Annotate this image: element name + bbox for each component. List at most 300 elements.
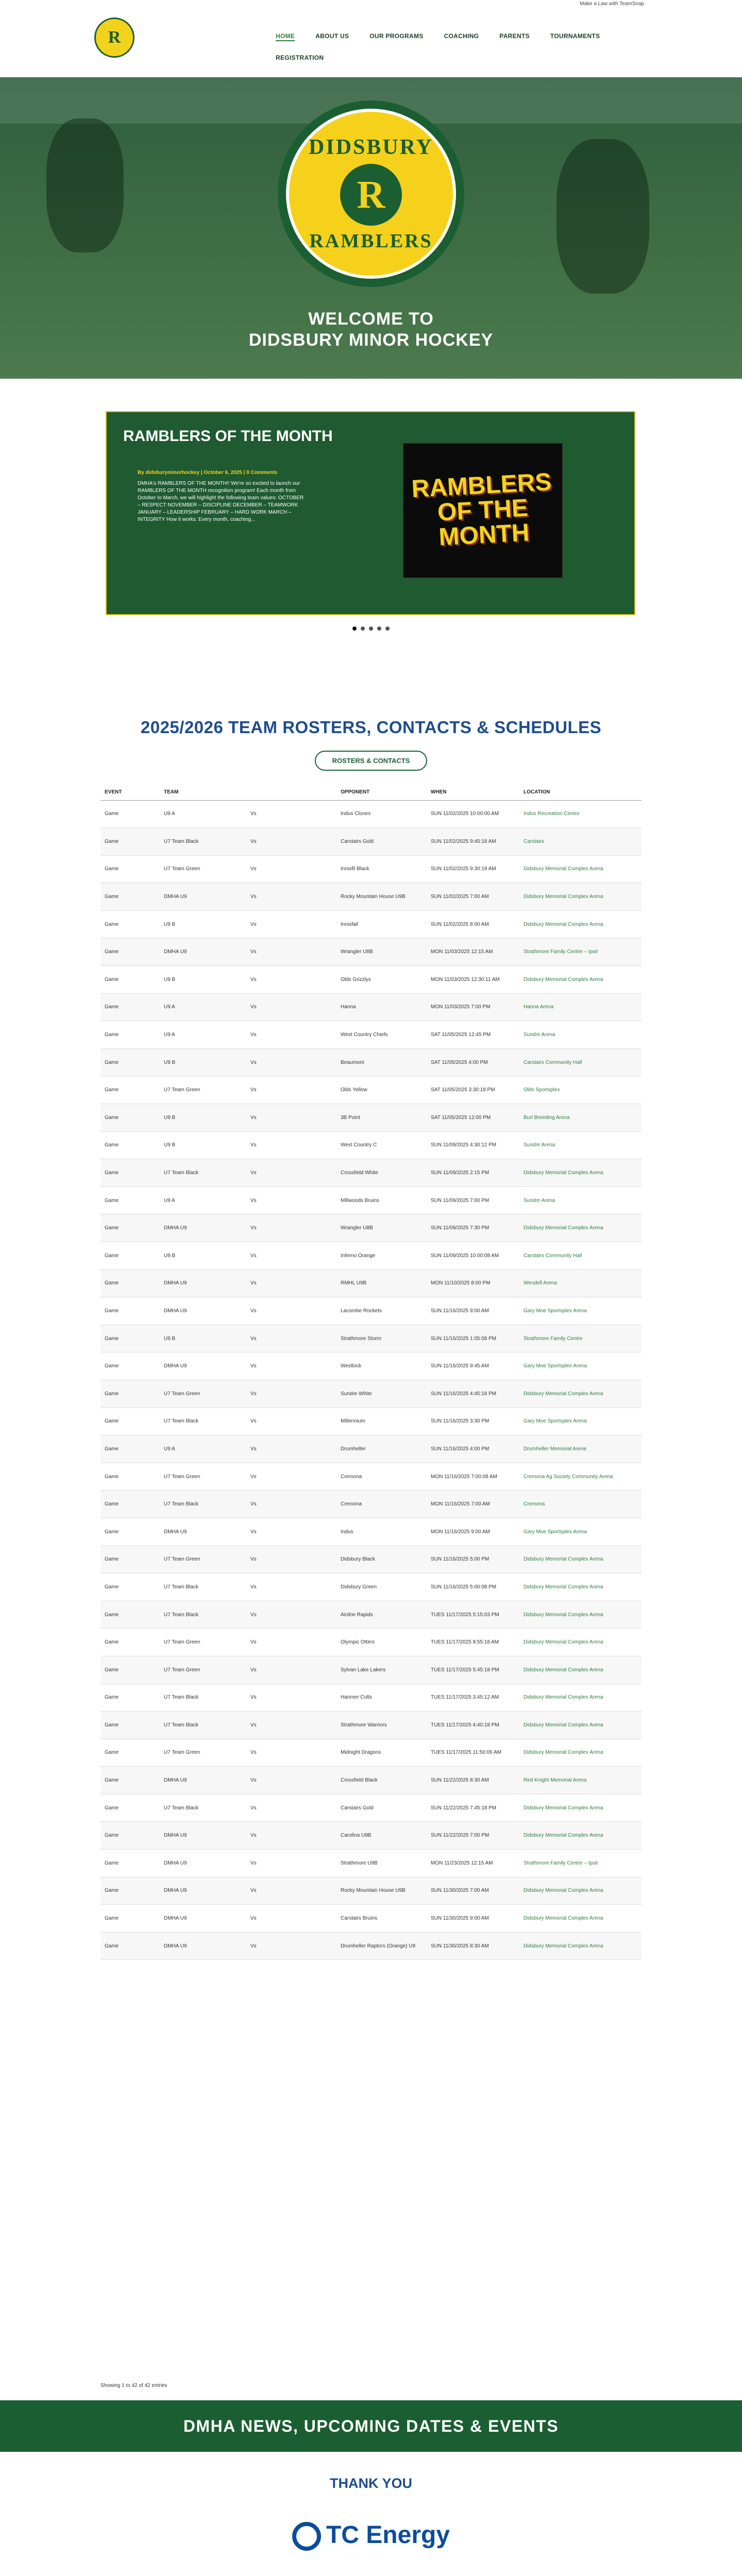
cell-when: SUN 11/09/2025 4:30:12 PM [427,1131,519,1159]
cell-vs: Vs [246,938,336,966]
cell-team: DMHA U9 [160,1518,246,1546]
roster-section [0,667,742,2400]
tc-energy-logo: TC Energy [0,2521,742,2551]
cell-location[interactable]: Didsbury Memorial Complex Arena [519,855,642,883]
cell-vs: Vs [246,1573,336,1601]
cell-opponent: Olds Grizzlys [336,966,427,994]
cell-event: Game [100,1794,160,1822]
cell-event: Game [100,1767,160,1794]
cell-opponent: Strathmore Storm [336,1325,427,1352]
cell-team: U7 Team Black [160,1573,246,1601]
table-row [100,855,642,883]
cell-opponent: Cremona [336,1490,427,1518]
cell-when: SUN 11/09/2025 2:15 PM [427,1159,519,1187]
cell-vs: Vs [246,1214,336,1242]
cell-opponent: Carstairs Bruins [336,1905,427,1933]
table-row [100,828,642,856]
cell-team: DMHA U9 [160,1822,246,1850]
cell-location[interactable]: Gary Moe Sportsplex Arena [519,1408,642,1435]
cell-when: SUN 11/16/2025 5:00:08 PM [427,1573,519,1601]
cell-team: U7 Team Black [160,1684,246,1711]
main-nav [276,31,667,41]
cell-opponent: 3B Point [336,1104,427,1132]
table-row [100,1104,642,1132]
hero-bg-skater [46,118,124,252]
cell-location[interactable]: Didsbury Memorial Complex Arena [519,1629,642,1656]
table-row [100,1048,642,1076]
cell-when: MON 11/16/2025 7:00 AM [427,1490,519,1518]
cell-location[interactable]: Carstairs Community Hall [519,1048,642,1076]
cell-event: Game [100,1131,160,1159]
cell-opponent: Wrangler U8B [336,938,427,966]
cell-team: DMHA U9 [160,1214,246,1242]
schedule-body [100,800,642,1960]
cell-opponent: Hanna [336,993,427,1021]
cell-team: U9 A [160,800,246,828]
cell-opponent: Millennium [336,1408,427,1435]
cell-opponent: Inferno Orange [336,1242,427,1270]
slide-meta: By didsburyminorhockey | October 6, 2025 | 0 Comments [138,470,278,476]
cell-event: Game [100,938,160,966]
cell-vs: Vs [246,1463,336,1490]
cell-team: U9 A [160,1435,246,1463]
cell-when: SUN 11/09/2025 7:00 PM [427,1187,519,1214]
cell-location[interactable]: Carstairs Community Hall [519,1242,642,1270]
cell-team: U9 B [160,1242,246,1270]
cell-event: Game [100,1021,160,1049]
cell-vs: Vs [246,1269,336,1297]
hero-banner [0,77,742,379]
cell-location[interactable]: Didsbury Memorial Complex Arena [519,1739,642,1767]
cell-team: U7 Team Green [160,855,246,883]
cell-opponent: Lacombe Rockets [336,1297,427,1325]
table-row [100,1131,642,1159]
slider-dots [0,624,742,633]
nav-home[interactable]: HOME [276,31,295,41]
cell-opponent: Airdrie Rapids [336,1601,427,1629]
cell-opponent: Drumheller [336,1435,427,1463]
cell-location[interactable]: Didsbury Memorial Complex Arena [519,1877,642,1905]
cell-when: MON 11/16/2025 7:00:08 AM [427,1463,519,1490]
cell-location[interactable]: Burl Breeding Arena [519,1104,642,1132]
table-row [100,1242,642,1270]
table-row [100,1656,642,1684]
cell-team: U9 A [160,1187,246,1214]
cell-when: SUN 11/09/2025 10:00:08 AM [427,1242,519,1270]
cell-location[interactable]: Didsbury Memorial Complex Arena [519,1601,642,1629]
cell-event: Game [100,1684,160,1711]
cell-event: Game [100,1048,160,1076]
cell-when: SUN 11/30/2025 8:30 AM [427,1932,519,1960]
cell-vs: Vs [246,1877,336,1905]
table-row [100,1601,642,1629]
cell-vs: Vs [246,828,336,856]
cell-event: Game [100,1905,160,1933]
col-opponent[interactable]: OPPONENT [336,785,427,800]
cell-location[interactable]: Hanna Arena [519,993,642,1021]
cell-when: SUN 11/02/2025 7:00 AM [427,883,519,911]
cell-when: SUN 11/09/2025 7:30 PM [427,1214,519,1242]
cell-when: MON 11/03/2025 12:15 AM [427,938,519,966]
slider-dot[interactable] [385,626,390,631]
cell-opponent: Hanmer Colts [336,1684,427,1711]
cell-location[interactable]: Indus Recreation Centre [519,800,642,828]
cell-event: Game [100,993,160,1021]
cell-event: Game [100,1463,160,1490]
cell-location[interactable]: Cremona [519,1490,642,1518]
table-row [100,1905,642,1933]
cell-vs: Vs [246,1932,336,1960]
cell-vs: Vs [246,1021,336,1049]
cell-vs: Vs [246,1905,336,1933]
cell-vs: Vs [246,1131,336,1159]
cell-event: Game [100,1159,160,1187]
cell-opponent: Indus Clones [336,800,427,828]
roster-title: 2025/2026 TEAM ROSTERS, CONTACTS & SCHEDULES [140,718,602,737]
table-row [100,1850,642,1877]
cell-opponent: Innisfil Black [336,855,427,883]
cell-vs: Vs [246,800,336,828]
news-slider [0,379,742,667]
cell-location[interactable]: Didsbury Memorial Complex Arena [519,1159,642,1187]
table-row [100,1629,642,1656]
table-row [100,1076,642,1104]
cell-when: TUES 11/17/2025 5:15:03 PM [427,1601,519,1629]
hero-logo-bottom-text: RAMBLERS [309,230,433,252]
cell-opponent: Millwoods Bruins [336,1187,427,1214]
table-row [100,1546,642,1573]
table-row [100,800,642,828]
cell-location[interactable]: Didsbury Memorial Complex Arena [519,1684,642,1711]
cell-event: Game [100,1408,160,1435]
nav-about-us[interactable]: ABOUT US [315,32,349,40]
cell-event: Game [100,1297,160,1325]
cell-when: MON 11/23/2025 12:15 AM [427,1850,519,1877]
cell-event: Game [100,1711,160,1739]
nav-our-programs[interactable]: OUR PROGRAMS [369,32,424,40]
cell-team: U9 B [160,1104,246,1132]
cell-vs: Vs [246,1684,336,1711]
table-row [100,1021,642,1049]
cell-team: U7 Team Black [160,828,246,856]
hero-title-line2: DIDSBURY MINOR HOCKEY [248,330,494,350]
cell-location[interactable]: Didsbury Memorial Complex Arena [519,910,642,938]
cell-event: Game [100,1877,160,1905]
cell-vs: Vs [246,1380,336,1408]
cell-location[interactable]: Strathmore Family Centre – Ipsit [519,1850,642,1877]
slider-dot[interactable] [352,626,357,631]
nav-parents[interactable]: PARENTS [499,32,530,40]
cell-opponent: Strathmore U9B [336,1850,427,1877]
cell-event: Game [100,1601,160,1629]
cell-team: DMHA U9 [160,1269,246,1297]
cell-team: DMHA U9 [160,1877,246,1905]
top-bar [0,0,742,8]
slider-dot[interactable] [361,626,365,631]
slider-dot[interactable] [369,626,373,631]
cell-team: U9 B [160,1131,246,1159]
cell-event: Game [100,855,160,883]
cell-vs: Vs [246,1490,336,1518]
cell-event: Game [100,1380,160,1408]
cell-location[interactable]: Didsbury Memorial Complex Arena [519,1905,642,1933]
cell-location[interactable]: Wendell Arena [519,1269,642,1297]
cell-opponent: Carolina U9B [336,1822,427,1850]
table-row [100,1822,642,1850]
cell-event: Game [100,828,160,856]
cell-opponent: Olds Yellow [336,1076,427,1104]
cell-vs: Vs [246,1601,336,1629]
cell-when: SAT 11/05/2025 12:45 PM [427,1021,519,1049]
cell-opponent: Rocky Mountain House U9B [336,883,427,911]
cell-event: Game [100,1104,160,1132]
cell-team: U9 A [160,1021,246,1049]
news-section [0,2452,742,2576]
cell-location[interactable]: Drumheller Memorial Arena [519,1435,642,1463]
table-row [100,910,642,938]
schedule-table [100,785,642,1960]
cell-when: SUN 11/22/2025 7:45:18 PM [427,1794,519,1822]
col-location[interactable]: LOCATION [519,785,642,800]
cell-vs: Vs [246,1850,336,1877]
cell-when: SAT 11/05/2025 3:30:18 PM [427,1076,519,1104]
table-row [100,1297,642,1325]
cell-location[interactable]: Sundre Arena [519,1131,642,1159]
cell-opponent: Crossfield Black [336,1767,427,1794]
slide-body: DMHA's RAMBLERS OF THE MONTH!! We're so excited to launch our RAMBLERS OF THE MONTH recognition program! Each month from October to March, we will highlight the following team values: OCTOBER – RESPECT NOVEMBER – DISCIPLINE DECEMBER – TEAMWORK JANUARY – LEADERSHIP FEBRUARY – HARD WORK MARCH – INTEGRITY How it works: Every month, coaching... [138,481,304,522]
cell-location[interactable]: Gary Moe Sportsplex Arena [519,1352,642,1380]
cell-vs: Vs [246,1048,336,1076]
news-band: DMHA NEWS, UPCOMING DATES & EVENTS [0,2400,742,2452]
cell-opponent: Strathmore Warriors [336,1711,427,1739]
cell-location[interactable]: Olds Sportsplex [519,1076,642,1104]
hero-logo-monogram: R [340,164,402,226]
cell-opponent: Carstairs Gold [336,1794,427,1822]
cell-vs: Vs [246,910,336,938]
nav-tournaments[interactable]: TOURNAMENTS [550,32,600,40]
cell-location[interactable]: Didsbury Memorial Complex Arena [519,1214,642,1242]
cell-event: Game [100,1214,160,1242]
cell-team: U7 Team Green [160,1739,246,1767]
cell-team: U7 Team Black [160,1408,246,1435]
cell-vs: Vs [246,1822,336,1850]
cell-team: DMHA U9 [160,1352,246,1380]
cell-opponent: Drumheller Raptors (Orange) U9 [336,1932,427,1960]
site-logo[interactable]: R [94,18,134,58]
cell-location[interactable]: Didsbury Memorial Complex Arena [519,1380,642,1408]
cell-vs: Vs [246,1187,336,1214]
cell-when: MON 11/16/2025 9:00 AM [427,1518,519,1546]
cell-location[interactable]: Strathmore Family Centre – Ipsit [519,938,642,966]
table-row [100,966,642,994]
hero-logo-top-text: DIDSBURY [309,135,433,159]
nav-coaching[interactable]: COACHING [444,32,479,40]
cell-location[interactable]: Sundre Arena [519,1187,642,1214]
cell-location[interactable]: Didsbury Memorial Complex Arena [519,1546,642,1573]
table-row [100,1463,642,1490]
cell-opponent: Cremona [336,1463,427,1490]
cell-vs: Vs [246,966,336,994]
cell-team: U7 Team Black [160,1490,246,1518]
cell-opponent: Didsbury Green [336,1573,427,1601]
cell-opponent: Sundre White [336,1380,427,1408]
col-team[interactable]: TEAM [160,785,246,800]
cell-team: U7 Team Green [160,1629,246,1656]
cell-team: DMHA U9 [160,1850,246,1877]
cell-opponent: Beaumont [336,1048,427,1076]
cell-vs: Vs [246,1794,336,1822]
cell-when: SUN 11/02/2025 10:00:00 AM [427,800,519,828]
table-row [100,1932,642,1960]
cell-opponent: Olympic Otters [336,1629,427,1656]
cell-team: U7 Team Black [160,1794,246,1822]
table-row [100,1214,642,1242]
cell-when: SUN 11/16/2025 4:00 PM [427,1435,519,1463]
table-row [100,883,642,911]
cell-team: U7 Team Green [160,1546,246,1573]
cell-when: TUES 11/17/2025 4:40:18 PM [427,1711,519,1739]
cell-when: SAT 11/05/2025 12:00 PM [427,1104,519,1132]
cell-when: SUN 11/16/2025 1:05:08 PM [427,1325,519,1352]
table-row [100,1739,642,1767]
cell-location[interactable]: Gary Moe Sportsplex Arena [519,1297,642,1325]
poster-text: RAMBLERS OF THE MONTH [411,468,552,551]
cell-location[interactable]: Carstairs [519,828,642,856]
cell-team: U7 Team Black [160,1159,246,1187]
table-row [100,1325,642,1352]
cell-when: MON 11/03/2025 12:30:11 AM [427,966,519,994]
cell-event: Game [100,1656,160,1684]
cell-event: Game [100,1490,160,1518]
cell-vs: Vs [246,1104,336,1132]
cell-event: Game [100,1352,160,1380]
table-row [100,1877,642,1905]
cell-location[interactable]: Didsbury Memorial Complex Arena [519,1711,642,1739]
cell-location[interactable]: Cremona Ag Society Community Arena [519,1463,642,1490]
cell-when: SUN 11/16/2025 9:45 AM [427,1352,519,1380]
cell-event: Game [100,1076,160,1104]
hero-title [0,309,742,350]
cell-location[interactable]: Red Knight Memorial Arena [519,1767,642,1794]
table-row [100,1380,642,1408]
cell-opponent: Sylvan Lake Lakers [336,1656,427,1684]
cell-vs: Vs [246,1352,336,1380]
thank-you-heading: THANK YOU [329,2476,412,2491]
slide-poster-image[interactable] [403,443,563,578]
cell-opponent: Crossfield White [336,1159,427,1187]
cell-location[interactable]: Didsbury Memorial Complex Arena [519,883,642,911]
cell-location[interactable]: Strathmore Family Centre [519,1325,642,1352]
table-row [100,1684,642,1711]
cell-location[interactable]: Didsbury Memorial Complex Arena [519,1932,642,1960]
table-row [100,1435,642,1463]
cell-team: U9 B [160,1325,246,1352]
top-bar-text[interactable]: Make a Law with TeamSnap [580,1,644,7]
cell-when: MON 11/03/2025 7:00 PM [427,993,519,1021]
cell-vs: Vs [246,1159,336,1187]
col-event[interactable]: EVENT [100,785,160,800]
cell-event: Game [100,1629,160,1656]
tc-energy-icon [292,2522,321,2551]
cell-location[interactable]: Sundre Arena [519,1021,642,1049]
cell-when: SUN 11/22/2025 8:30 AM [427,1767,519,1794]
slide-card[interactable] [106,411,635,615]
table-row [100,993,642,1021]
cell-opponent: Carstairs Gold [336,828,427,856]
cell-vs: Vs [246,993,336,1021]
cell-location[interactable]: Didsbury Memorial Complex Arena [519,1656,642,1684]
cell-location[interactable]: Didsbury Memorial Complex Arena [519,1822,642,1850]
cell-vs: Vs [246,1076,336,1104]
cell-when: SUN 11/02/2025 9:45:18 AM [427,828,519,856]
cell-event: Game [100,883,160,911]
cell-when: TUES 11/17/2025 5:45:18 PM [427,1656,519,1684]
cell-event: Game [100,800,160,828]
cell-team: DMHA U9 [160,1932,246,1960]
cell-opponent: Innisfail [336,910,427,938]
slide-title[interactable]: RAMBLERS OF THE MONTH [123,428,333,445]
cell-team: U9 B [160,910,246,938]
cell-opponent: Indus [336,1518,427,1546]
cell-when: SUN 11/16/2025 3:30 PM [427,1408,519,1435]
table-row [100,1490,642,1518]
slider-dot[interactable] [377,626,381,631]
cell-team: U7 Team Black [160,1601,246,1629]
cell-location[interactable]: Didsbury Memorial Complex Arena [519,1573,642,1601]
table-row [100,1408,642,1435]
cell-vs: Vs [246,1435,336,1463]
cell-vs: Vs [246,1518,336,1546]
cell-event: Game [100,1573,160,1601]
cell-vs: Vs [246,1408,336,1435]
cell-team: U7 Team Green [160,1656,246,1684]
cell-opponent: West Country Chiefs [336,1021,427,1049]
table-row [100,1767,642,1794]
cell-event: Game [100,1187,160,1214]
table-row [100,1711,642,1739]
cell-opponent: Rocky Mountain House U9B [336,1877,427,1905]
table-info: Showing 1 to 42 of 42 entries [100,2383,167,2388]
cell-location[interactable]: Didsbury Memorial Complex Arena [519,966,642,994]
cell-location[interactable]: Didsbury Memorial Complex Arena [519,1794,642,1822]
rosters-contacts-button[interactable]: ROSTERS & CONTACTS [315,751,428,771]
cell-location[interactable]: Gary Moe Sportsplex Arena [519,1518,642,1546]
table-row [100,1187,642,1214]
cell-vs: Vs [246,1546,336,1573]
cell-when: TUES 11/17/2025 8:55:18 AM [427,1629,519,1656]
cell-team: DMHA U9 [160,938,246,966]
hero-bg-skater [556,139,649,294]
cell-event: Game [100,1325,160,1352]
col-when[interactable]: WHEN [427,785,519,800]
cell-team: DMHA U9 [160,883,246,911]
site-header [0,8,742,77]
cell-when: SUN 11/22/2025 7:00 PM [427,1822,519,1850]
cell-vs: Vs [246,1739,336,1767]
cell-team: U7 Team Black [160,1711,246,1739]
cell-when: SUN 11/02/2025 9:30:19 AM [427,855,519,883]
col-vs [246,785,336,800]
table-row [100,938,642,966]
nav-registration[interactable]: REGISTRATION [276,54,324,61]
cell-vs: Vs [246,1242,336,1270]
cell-when: SUN 11/02/2025 8:00 AM [427,910,519,938]
cell-event: Game [100,966,160,994]
cell-team: U9 A [160,993,246,1021]
cell-team: U9 B [160,966,246,994]
cell-when: TUES 11/17/2025 3:45:12 AM [427,1684,519,1711]
cell-event: Game [100,1739,160,1767]
